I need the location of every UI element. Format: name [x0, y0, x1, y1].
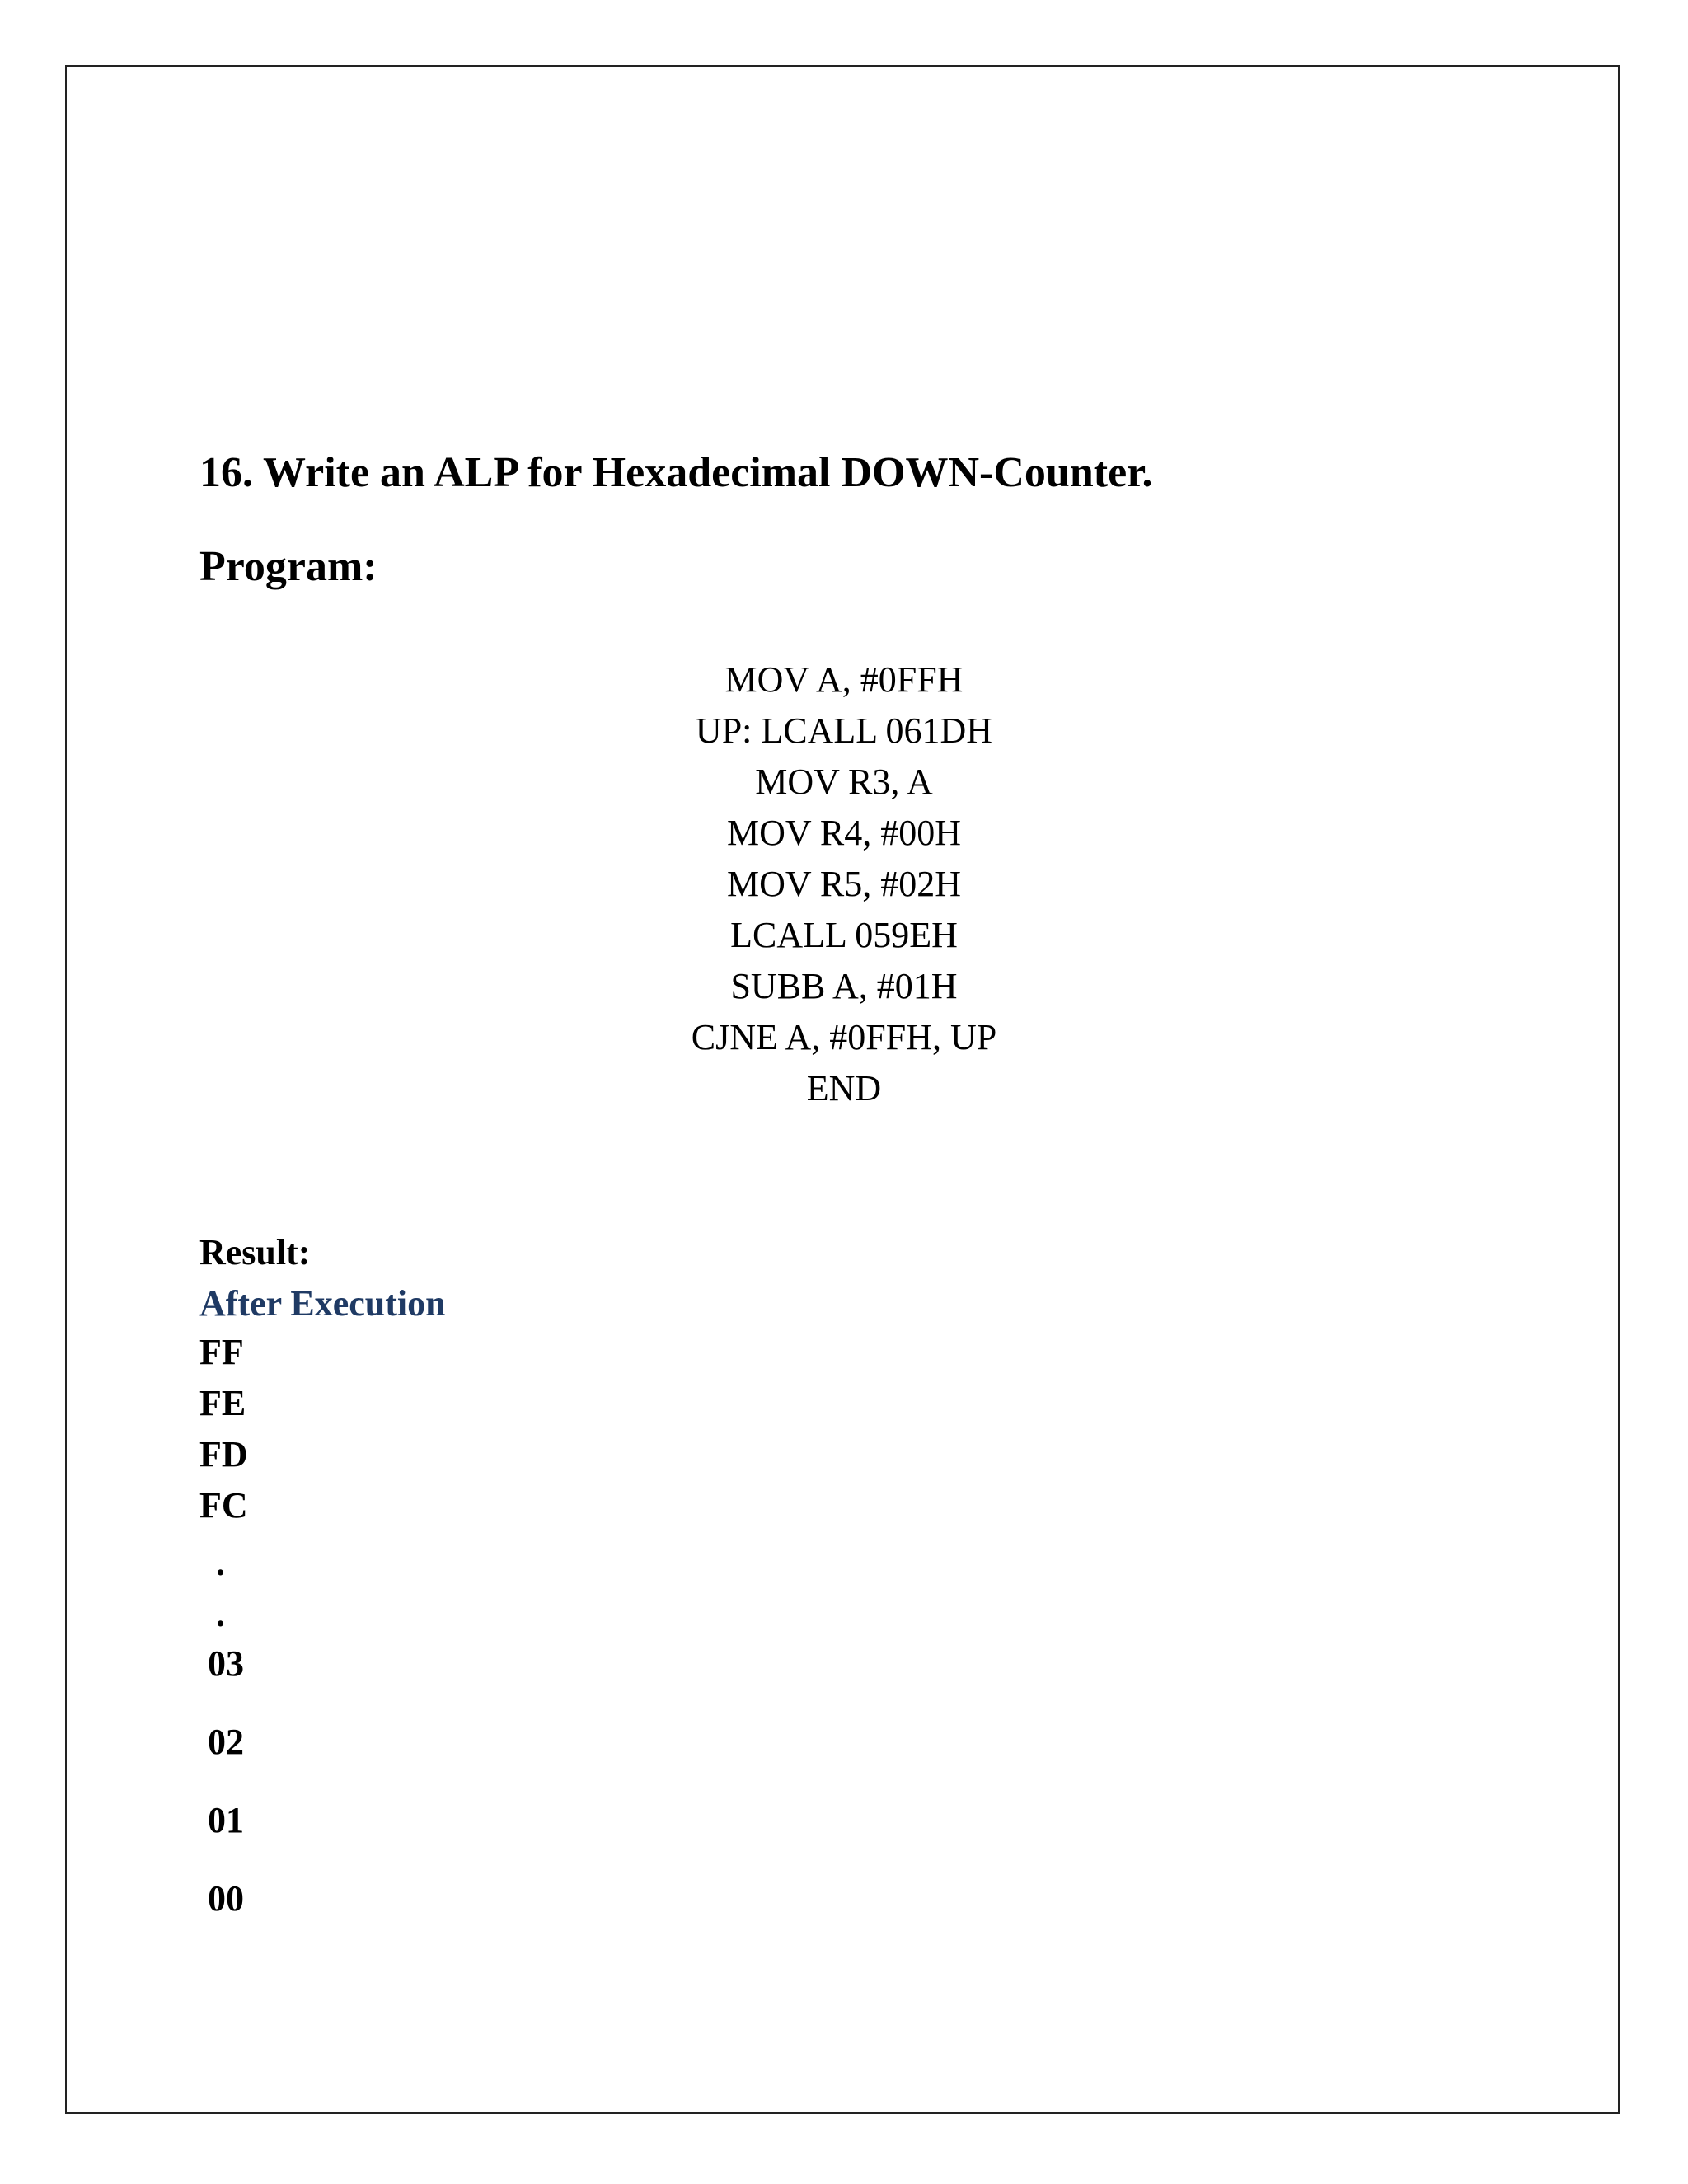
output-values-bottom: [208, 1638, 244, 1952]
code-line: MOV R5, #02H: [726, 864, 961, 904]
output-values-top: [199, 1327, 248, 1531]
code-line: UP: LCALL 061DH: [695, 710, 993, 751]
ellipsis: [216, 1538, 225, 1640]
output-value: FD: [199, 1434, 248, 1474]
page-title: 16. Write an ALP for Hexadecimal DOWN-Counter.: [199, 449, 1153, 496]
code-line: END: [806, 1068, 882, 1108]
result-label: Result:: [199, 1232, 311, 1272]
code-line: CJNE A, #0FFH, UP: [691, 1017, 997, 1057]
code-line: MOV R4, #00H: [726, 813, 961, 853]
code-block: [0, 654, 1688, 1114]
code-line: LCALL 059EH: [730, 915, 958, 955]
output-value: FC: [199, 1485, 248, 1526]
ellipsis-dot: .: [216, 1543, 225, 1583]
code-line: MOV A, #0FFH: [724, 659, 964, 700]
output-value: 02: [208, 1722, 244, 1762]
output-value: FE: [199, 1383, 246, 1423]
code-line: SUBB A, #01H: [730, 966, 958, 1006]
output-value: 01: [208, 1800, 244, 1840]
output-value: FF: [199, 1332, 244, 1372]
after-execution-label: After Execution: [199, 1283, 446, 1324]
code-line: MOV R3, A: [755, 762, 933, 802]
program-label: Program:: [199, 543, 377, 590]
ellipsis-dot: .: [216, 1594, 225, 1634]
output-value: 00: [208, 1878, 244, 1919]
output-value: 03: [208, 1643, 244, 1684]
